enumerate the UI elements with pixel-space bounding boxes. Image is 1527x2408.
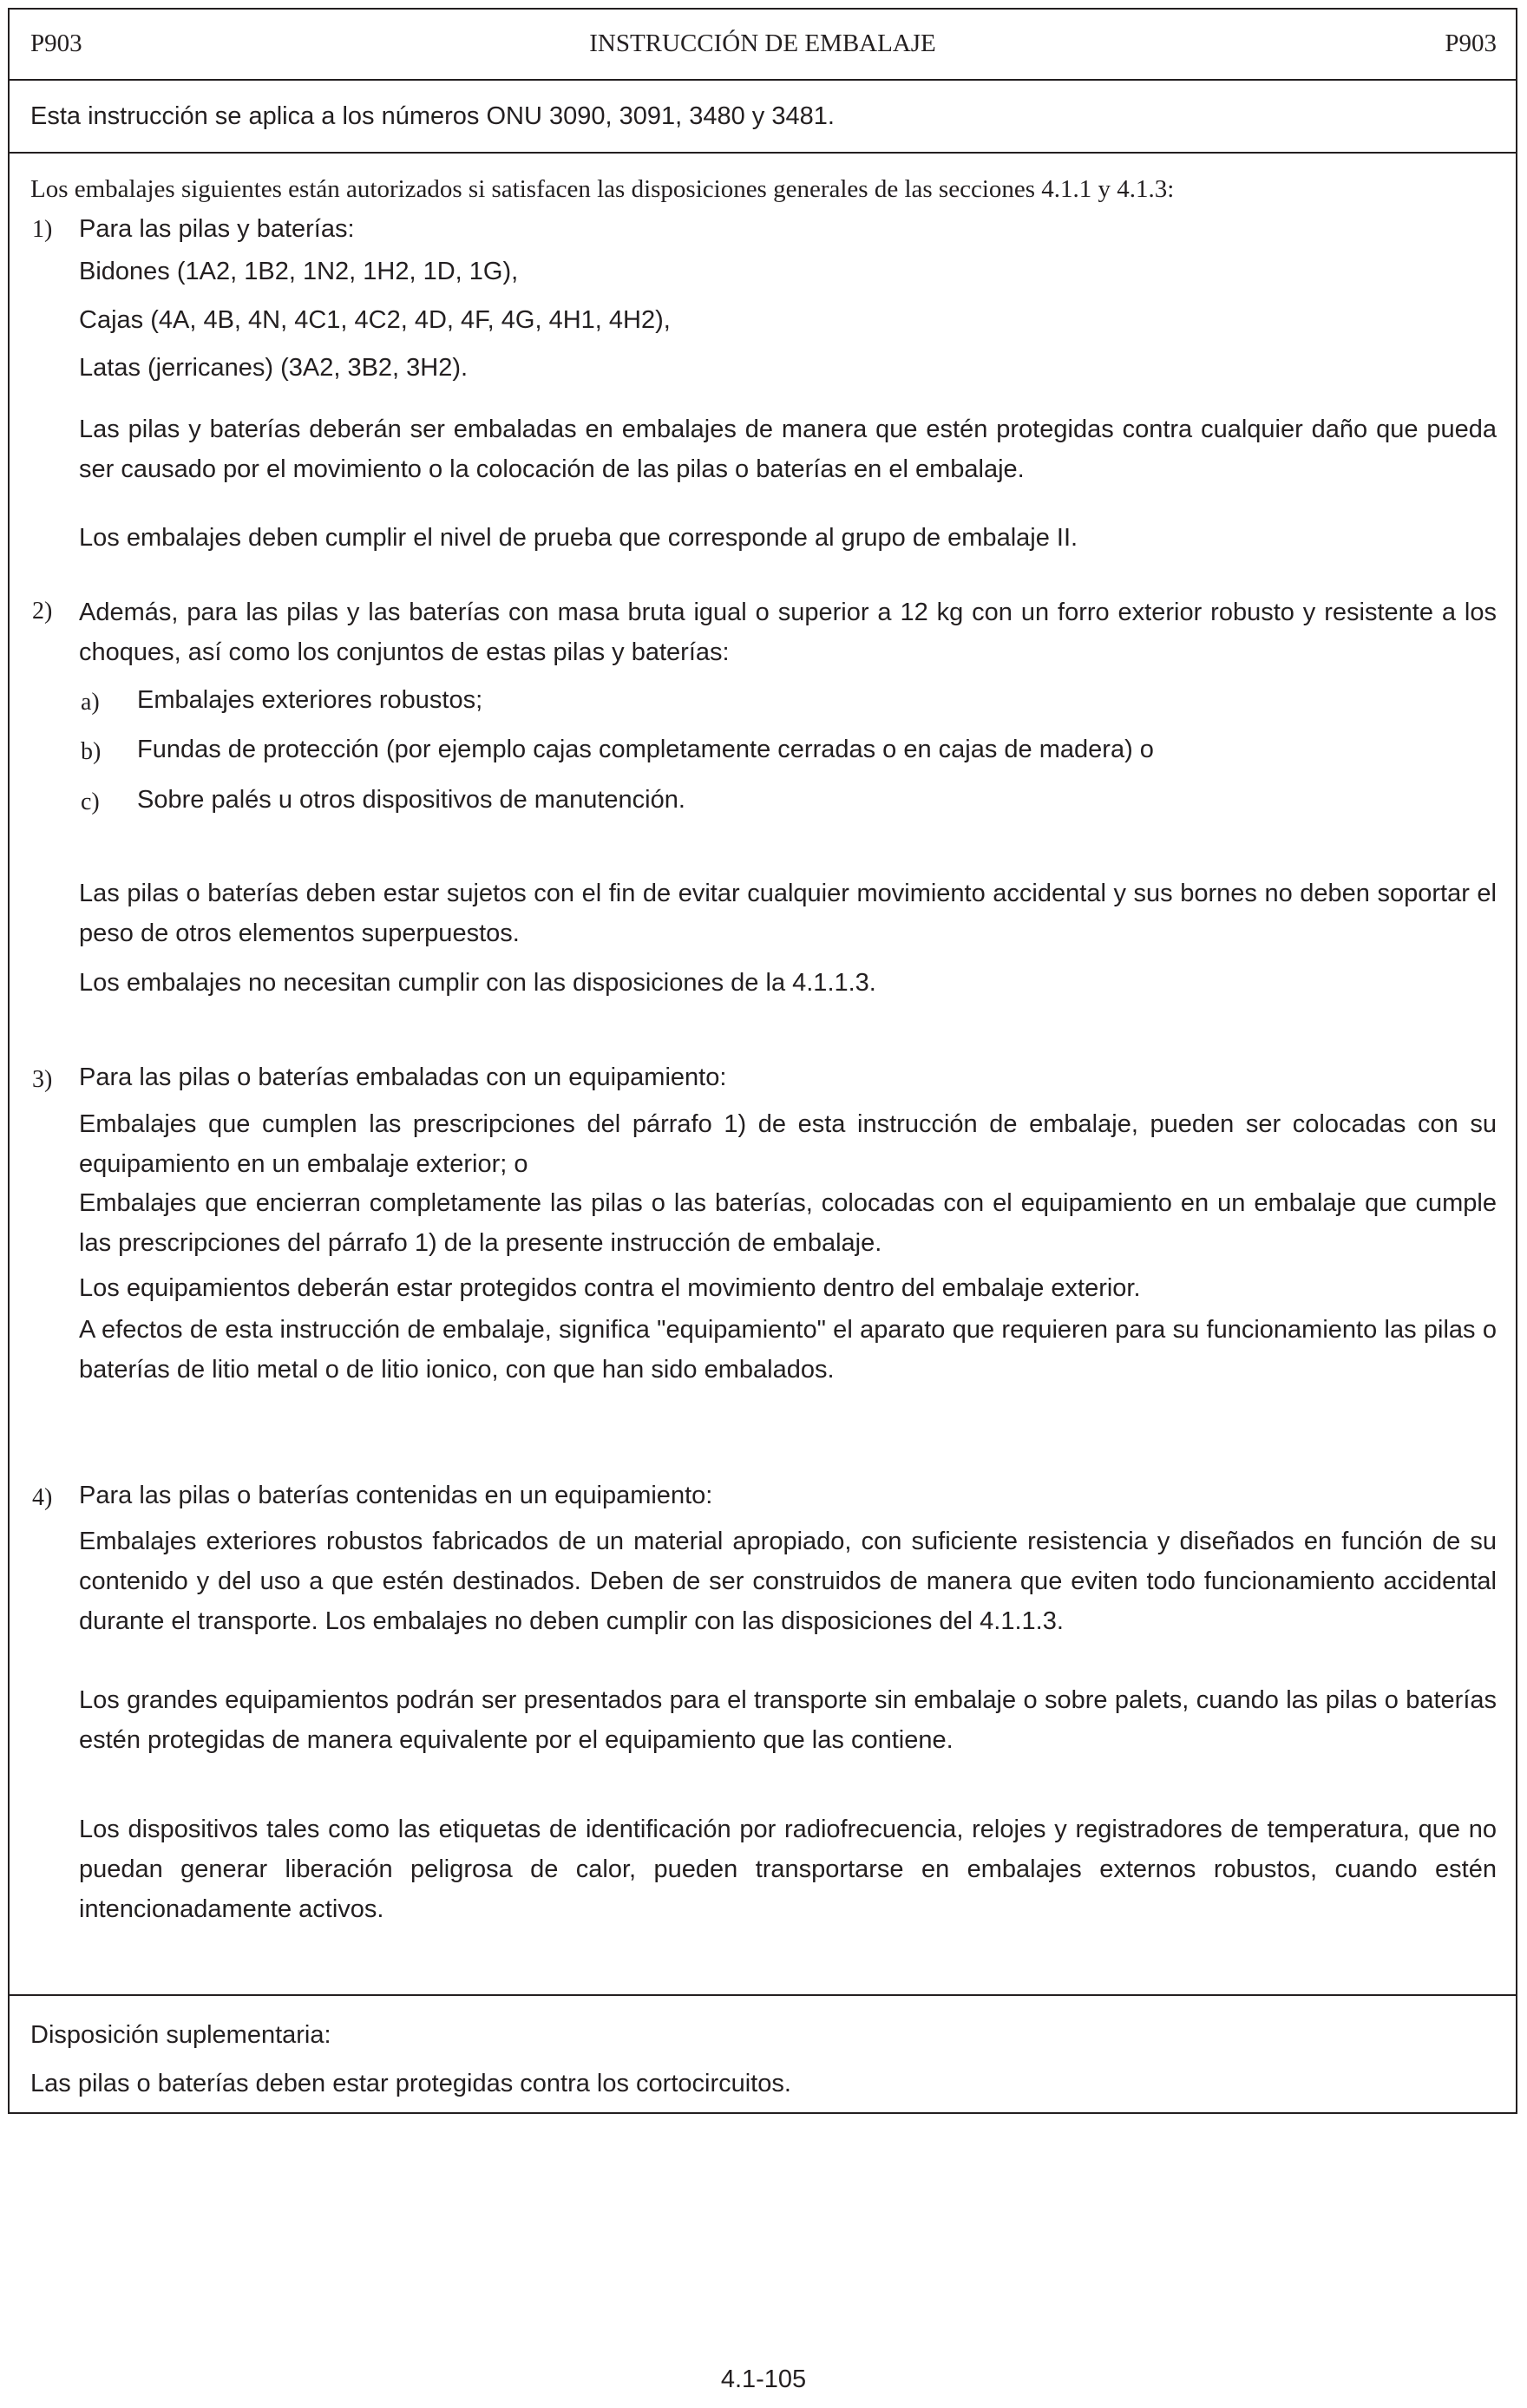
main-content-row <box>10 154 1516 1996</box>
section-1-paragraph: Las pilas y baterías deberán ser embaladas en embalajes de manera que estén protegidas contra cualquier daño que pueda ser causado por el movimiento o la colocación de las pilas o baterías en el embalaje. <box>79 416 1497 483</box>
section-4-paragraph: Embalajes exteriores robustos fabricados de un material apropiado, con suficiente resistencia y diseñados en función de su contenido y del uso a que estén destinados. Deben de ser construidos de manera que eviten todo funcionamiento accidental durante el transporte. Los embalajes no deben cumplir con las disposiciones del 4.1.1.3. <box>79 1528 1497 1635</box>
section-2-item-text: Embalajes exteriores robustos; <box>137 686 483 714</box>
supplementary-text: Las pilas o baterías deben estar protegidas contra los cortocircuitos. <box>30 2070 791 2097</box>
section-2-paragraph-exemption: Los embalajes no necesitan cumplir con las disposiciones de la 4.1.1.3. <box>79 969 876 997</box>
section-2-item-label: b) <box>81 738 102 765</box>
section-2-item-text: Sobre palés u otros dispositivos de manutención. <box>137 786 685 814</box>
section-1-paragraph-test-level: Los embalajes deben cumplir el nivel de prueba que corresponde al grupo de embalaje II. <box>79 524 1078 552</box>
section-2-number: 2) <box>32 598 53 625</box>
header-code-left: P903 <box>30 29 82 57</box>
section-1-number: 1) <box>32 216 53 243</box>
section-3-heading: Para las pilas o baterías embaladas con un equipamiento: <box>79 1063 727 1091</box>
packing-instruction-table <box>8 8 1517 2114</box>
intro-text: Los embalajes siguientes están autorizados si satisfacen las disposiciones generales de las secciones 4.1.1 y 4.1.3: <box>30 175 1175 203</box>
section-2-heading: Además, para las pilas y las baterías con masa bruta igual o superior a 12 kg con un forro exterior robusto y resistente a los choques, así como los conjuntos de estas pilas y baterías: <box>79 599 1497 666</box>
page-number: 4.1-105 <box>720 2365 807 2393</box>
section-2-item-label: a) <box>81 689 100 716</box>
header-code-right: P903 <box>1445 29 1497 57</box>
section-1-item: Latas (jerricanes) (3A2, 3B2, 3H2). <box>79 354 469 382</box>
section-1-heading: Para las pilas y baterías: <box>79 215 355 243</box>
section-4-number: 4) <box>32 1484 53 1511</box>
header-title: INSTRUCCIÓN DE EMBALAJE <box>589 29 936 57</box>
section-2-item-label: c) <box>81 788 100 815</box>
supplementary-row <box>10 1996 1516 2112</box>
supplementary-title: Disposición suplementaria: <box>30 2021 331 2049</box>
header-row <box>10 10 1516 81</box>
section-4-paragraph: Los dispositivos tales como las etiquetas de identificación por radiofrecuencia, relojes y registradores de temperatura, que no puedan generar liberación peligrosa de calor, pueden transportarse en embalajes externos robustos, cuando estén intencionadamente activos. <box>79 1816 1497 1923</box>
section-3-paragraph: Embalajes que encierran completamente las pilas o las baterías, colocadas con el equipamiento en un embalaje que cumple las prescripciones del párrafo 1) de la presente instrucción de embalaje. <box>79 1189 1497 1257</box>
section-4-paragraph: Los grandes equipamientos podrán ser presentados para el transporte sin embalaje o sobre palets, cuando las pilas o baterías estén protegidas de manera equivalente por el equipamiento que las contiene. <box>79 1686 1497 1754</box>
section-2-item-text: Fundas de protección (por ejemplo cajas completamente cerradas o en cajas de madera) o <box>137 736 1154 763</box>
section-3-definition: A efectos de esta instrucción de embalaje, significa "equipamiento" el aparato que requieren para su funcionamiento las pilas o baterías de litio metal o de litio ionico, con que han sido embalados. <box>79 1316 1497 1384</box>
section-1-item: Bidones (1A2, 1B2, 1N2, 1H2, 1D, 1G), <box>79 258 519 285</box>
scope-text: Esta instrucción se aplica a los números ONU 3090, 3091, 3480 y 3481. <box>30 102 835 130</box>
section-2-paragraph: Las pilas o baterías deben estar sujetos con el fin de evitar cualquier movimiento accidental y sus bornes no deben soportar el peso de otros elementos superpuestos. <box>79 880 1497 947</box>
section-1-item: Cajas (4A, 4B, 4N, 4C1, 4C2, 4D, 4F, 4G, 4H1, 4H2), <box>79 306 671 334</box>
section-3-paragraph: Los equipamientos deberán estar protegidos contra el movimiento dentro del embalaje exterior. <box>79 1274 1141 1302</box>
section-4-heading: Para las pilas o baterías contenidas en un equipamiento: <box>79 1482 713 1509</box>
scope-row <box>10 81 1516 154</box>
section-3-paragraph: Embalajes que cumplen las prescripciones del párrafo 1) de esta instrucción de embalaje, pueden ser colocadas con su equipamiento en un embalaje exterior; o <box>79 1110 1497 1178</box>
section-3-number: 3) <box>32 1066 53 1093</box>
